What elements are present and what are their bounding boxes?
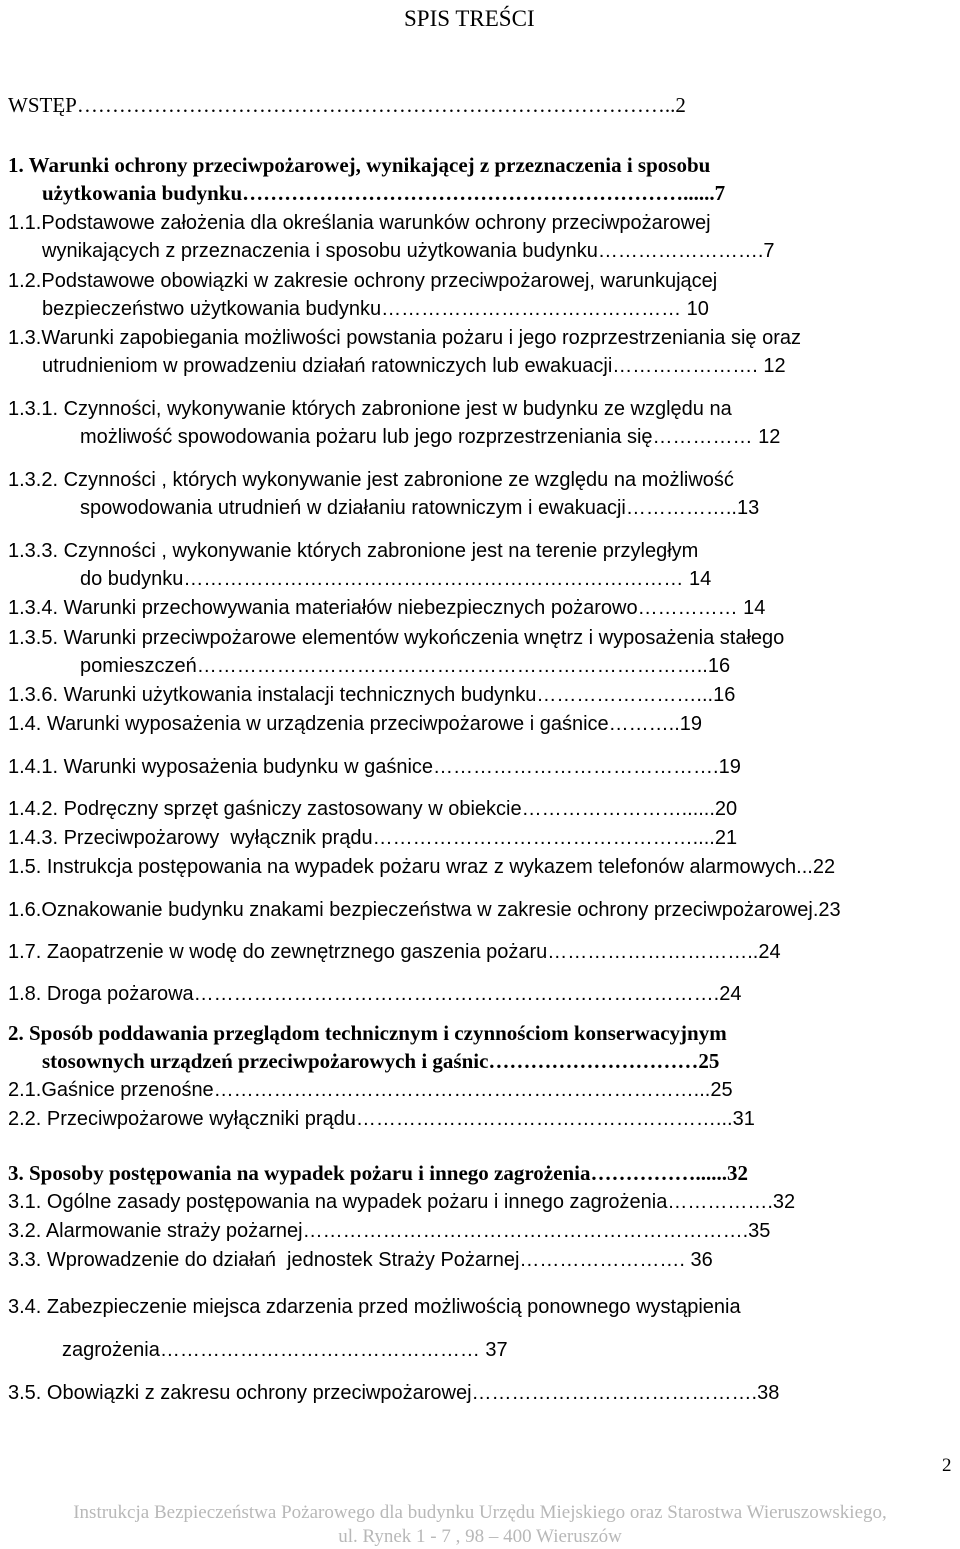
toc-entry: 1.3.2. Czynności , których wykonywanie jest zabronione ze względu na możliwość [8, 469, 734, 491]
footer-line-1: Instrukcja Bezpieczeństwa Pożarowego dla budynku Urzędu Miejskiego oraz Starostwa Wieruszowskiego, [73, 1502, 887, 1523]
toc-entry: spowodowania utrudnień w działaniu ratowniczym i ewakuacji……………..13 [80, 497, 760, 519]
footer-line-2: ul. Rynek 1 - 7 , 98 – 400 Wieruszów [338, 1526, 622, 1547]
toc-entry: 1.3.1. Czynności, wykonywanie których zabronione jest w budynku ze względu na [8, 398, 732, 420]
toc-entry: 3.1. Ogólne zasady postępowania na wypadek pożaru i innego zagrożenia…………….32 [8, 1191, 796, 1213]
toc-entry: 1.3.4. Warunki przechowywania materiałów niebezpiecznych pożarowo…………… 14 [8, 597, 766, 619]
page-title: SPIS TREŚCI [404, 6, 535, 31]
toc-entry: 1. Warunki ochrony przeciwpożarowej, wynikającej z przeznaczenia i sposobu [8, 153, 711, 177]
toc-entry: wynikających z przeznaczenia i sposobu użytkowania budynku…………………….7 [42, 240, 775, 262]
toc-entry: utrudnieniom w prowadzeniu działań ratowniczych lub ewakuacji…………………. 12 [42, 355, 786, 377]
toc-entry: 1.5. Instrukcja postępowania na wypadek pożaru wraz z wykazem telefonów alarmowych...22 [8, 856, 836, 878]
toc-entry: 1.3.3. Czynności , wykonywanie których zabronione jest na terenie przyległym [8, 540, 699, 562]
toc-entry: 2. Sposób poddawania przeglądom technicznym i czynnościom konserwacyjnym [8, 1021, 727, 1045]
toc-entry: 1.4.1. Warunki wyposażenia budynku w gaśnice…………………………………….19 [8, 756, 741, 778]
toc-entry: 1.7. Zaopatrzenie w wodę do zewnętrznego gaszenia pożaru…………………………..24 [8, 941, 781, 963]
toc-entry: 1.4. Warunki wyposażenia w urządzenia przeciwpożarowe i gaśnice………..19 [8, 713, 703, 735]
toc-entry: zagrożenia………………………………………… 37 [62, 1339, 508, 1361]
toc-entry: do budynku………………………………………………………………… 14 [80, 568, 712, 590]
toc-entry: WSTĘP…………………………………………………………………………..2 [8, 93, 686, 117]
toc-entry: 1.1.Podstawowe założenia dla określania warunków ochrony przeciwpożarowej [8, 212, 711, 234]
toc-entry: 1.3.Warunki zapobiegania możliwości powstania pożaru i jego rozprzestrzeniania się oraz [8, 327, 801, 349]
toc-entry: 1.6.Oznakowanie budynku znakami bezpieczeństwa w zakresie ochrony przeciwpożarowej.23 [8, 899, 841, 921]
toc-entry: 3.3. Wprowadzenie do działań jednostek Straży Pożarnej……………………. 36 [8, 1249, 713, 1271]
toc-entry: 3.4. Zabezpieczenie miejsca zdarzenia przed możliwością ponownego wystąpienia [8, 1296, 741, 1318]
toc-entry: bezpieczeństwo użytkowania budynku……………………………………… 10 [42, 298, 709, 320]
toc-entry: 3.2. Alarmowanie straży pożarnej………………………………………………………….35 [8, 1220, 771, 1242]
toc-entry: 1.4.3. Przeciwpożarowy wyłącznik prądu…………………………………………....21 [8, 827, 738, 849]
toc-entry: 2.2. Przeciwpożarowe wyłączniki prądu………………………………………………...31 [8, 1108, 755, 1130]
toc-entry: 1.3.6. Warunki użytkowania instalacji technicznych budynku……………………...16 [8, 684, 736, 706]
toc-entry: możliwość spowodowania pożaru lub jego rozprzestrzeniania się…………… 12 [80, 426, 781, 448]
toc-entry: 3. Sposoby postępowania na wypadek pożaru i innego zagrożenia……………......32 [8, 1161, 748, 1185]
toc-entry: 2.1.Gaśnice przenośne………………………………………………………………...25 [8, 1079, 733, 1101]
toc-entry: użytkowania budynku………………………………………………………......7 [42, 181, 726, 205]
toc-entry: 1.4.2. Podręczny sprzęt gaśniczy zastosowany w obiekcie……………………......20 [8, 798, 738, 820]
toc-entry: 1.3.5. Warunki przeciwpożarowe elementów wykończenia wnętrz i wyposażenia stałego [8, 627, 785, 649]
toc-entry: 1.2.Podstawowe obowiązki w zakresie ochrony przeciwpożarowej, warunkującej [8, 270, 718, 292]
toc-entry: 1.8. Droga pożarowa…………………………………………………………………….24 [8, 983, 742, 1005]
toc-entry: 3.5. Obowiązki z zakresu ochrony przeciwpożarowej…………………………………….38 [8, 1382, 780, 1404]
toc-entry: stosownych urządzeń przeciwpożarowych i gaśnic…………………………25 [42, 1049, 720, 1073]
page-number: 2 [942, 1455, 952, 1476]
toc-entry: pomieszczeń…………………………………………………………………..16 [80, 655, 731, 677]
